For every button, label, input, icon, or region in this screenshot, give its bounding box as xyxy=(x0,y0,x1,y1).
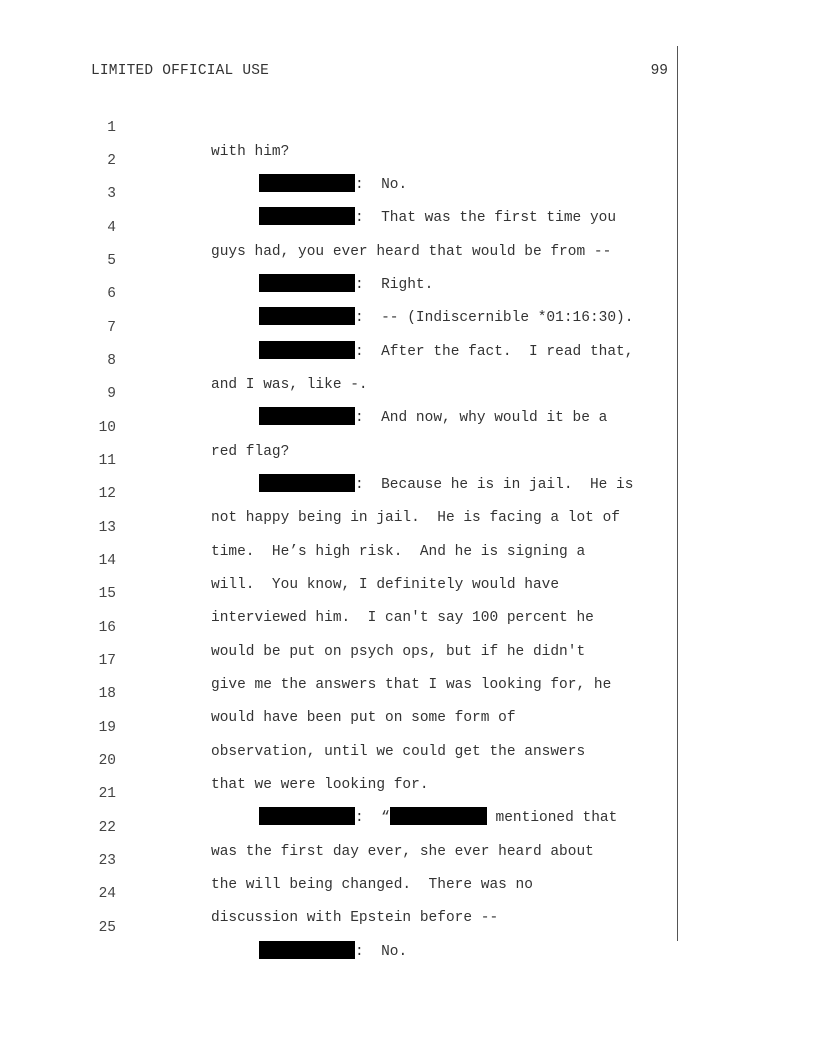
line-number: 6 xyxy=(107,286,116,302)
line-text: discussion with Epstein before -- xyxy=(211,910,499,926)
classification-marking: LIMITED OFFICIAL USE xyxy=(91,63,270,79)
line-number: 2 xyxy=(107,153,116,169)
line-number: 23 xyxy=(98,853,116,869)
page-number: 99 xyxy=(650,63,668,79)
speaker-text: : Right. xyxy=(355,277,434,293)
redacted-speaker-name xyxy=(259,941,355,959)
line-number: 10 xyxy=(98,420,116,436)
line-text: will. You know, I definitely would have xyxy=(211,577,560,593)
line-number: 13 xyxy=(98,520,116,536)
line-text: with him? xyxy=(211,144,290,160)
speaker-line xyxy=(259,940,407,964)
line-number: 21 xyxy=(98,786,116,802)
line-text: interviewed him. I can't say 100 percent he xyxy=(211,610,594,626)
line-text: and I was, like -. xyxy=(211,377,368,393)
speaker-text: : “ xyxy=(355,810,390,826)
line-number: 22 xyxy=(98,820,116,836)
speaker-text: : No. xyxy=(355,177,408,193)
line-number: 1 xyxy=(107,120,116,136)
line-number: 20 xyxy=(98,753,116,769)
line-number: 8 xyxy=(107,353,116,369)
line-text: was the first day ever, she ever heard about xyxy=(211,844,594,860)
line-text: time. He’s high risk. And he is signing a xyxy=(211,544,586,560)
line-number: 19 xyxy=(98,720,116,736)
speaker-text: : That was the first time you xyxy=(355,210,617,226)
line-number: 9 xyxy=(107,386,116,402)
line-text: guys had, you ever heard that would be from -- xyxy=(211,244,612,260)
line-number: 25 xyxy=(98,920,116,936)
line-number: 7 xyxy=(107,320,116,336)
line-text: would be put on psych ops, but if he didn't xyxy=(211,644,586,660)
line-number: 4 xyxy=(107,220,116,236)
line-number: 14 xyxy=(98,553,116,569)
line-text: the will being changed. There was no xyxy=(211,877,533,893)
speaker-text: : Because he is in jail. He is xyxy=(355,477,634,493)
line-text: give me the answers that I was looking for, he xyxy=(211,677,612,693)
speaker-text: : And now, why would it be a xyxy=(355,410,608,426)
speaker-text: : -- (Indiscernible *01:16:30). xyxy=(355,310,634,326)
speaker-text-continued: mentioned that xyxy=(486,810,618,826)
line-number: 5 xyxy=(107,253,116,269)
line-number: 12 xyxy=(98,486,116,502)
line-number: 16 xyxy=(98,620,116,636)
line-number: 15 xyxy=(98,586,116,602)
line-number: 18 xyxy=(98,686,116,702)
transcript-line xyxy=(0,92,676,160)
line-number: 24 xyxy=(98,886,116,902)
margin-rule xyxy=(677,46,678,941)
line-text: red flag? xyxy=(211,444,290,460)
line-number: 3 xyxy=(107,186,116,202)
line-text: would have been put on some form of xyxy=(211,710,516,726)
line-text: not happy being in jail. He is facing a lot of xyxy=(211,510,620,526)
line-text: observation, until we could get the answers xyxy=(211,744,586,760)
line-number: 17 xyxy=(98,653,116,669)
page-header xyxy=(91,61,668,81)
line-number: 11 xyxy=(98,453,116,469)
speaker-text: : After the fact. I read that, xyxy=(355,344,634,360)
speaker-text: : No. xyxy=(355,944,408,960)
line-text: that we were looking for. xyxy=(211,777,429,793)
